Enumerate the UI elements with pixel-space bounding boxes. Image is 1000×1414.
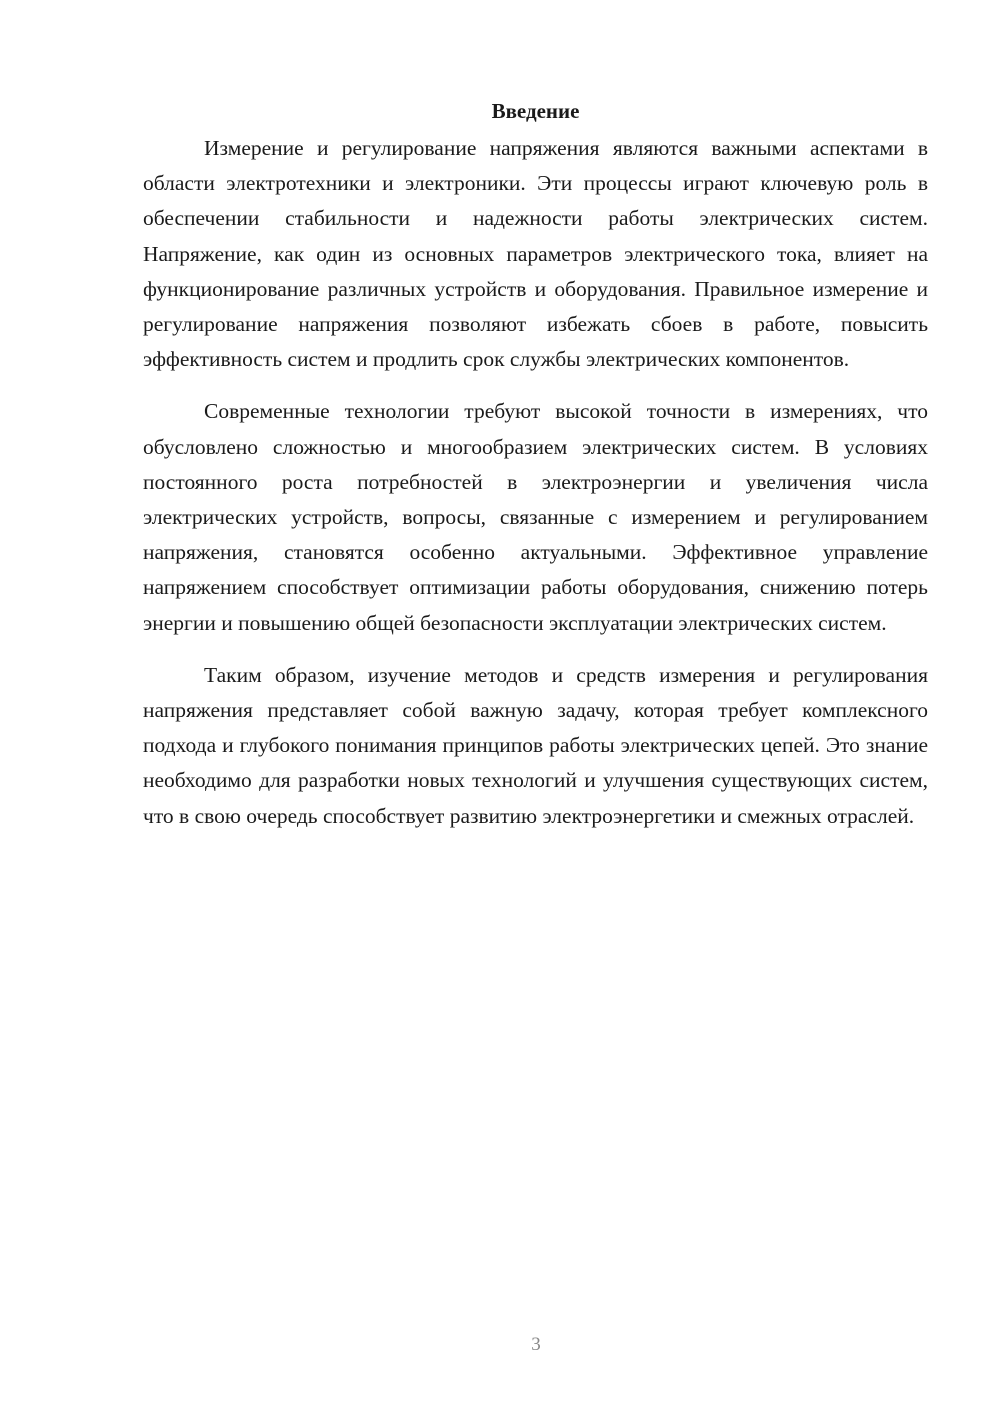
paragraph-2: Современные технологии требуют высокой точности в измерениях, что обусловлено сложностью и многообразием электрических систем. В условиях постоянного роста потребностей в электроэнергии и увеличения числа электрических устройств, вопросы, связанные с измерением и регулированием напряжения, становятся особенно актуальными. Эффективное управление напряжением способствует оптимизации работы оборудования, снижению потерь энергии и повышению общей безопасности эксплуатации электрических систем. — [143, 399, 928, 635]
paragraph-1: Измерение и регулирование напряжения являются важными аспектами в области электротехники и электроники. Эти процессы играют ключевую роль в обеспечении стабильности и надежности работы электрических систем. Напряжение, как один из основных параметров электрического тока, влияет на функционирование различных устройств и оборудования. Правильное измерение и регулирование напряжения позволяют избежать сбоев в работе, повысить эффективность систем и продлить срок службы электрических компонентов. — [143, 136, 928, 372]
paragraph-3: Таким образом, изучение методов и средств измерения и регулирования напряжения представляет собой важную задачу, которая требует комплексного подхода и глубокого понимания принципов работы электрических цепей. Это знание необходимо для разработки новых технологий и улучшения существующих систем, что в свою очередь способствует развитию электроэнергетики и смежных отраслей. — [143, 662, 928, 828]
page-number: 3 — [531, 1334, 541, 1355]
page-content — [143, 96, 928, 851]
section-title: Введение — [491, 99, 580, 123]
